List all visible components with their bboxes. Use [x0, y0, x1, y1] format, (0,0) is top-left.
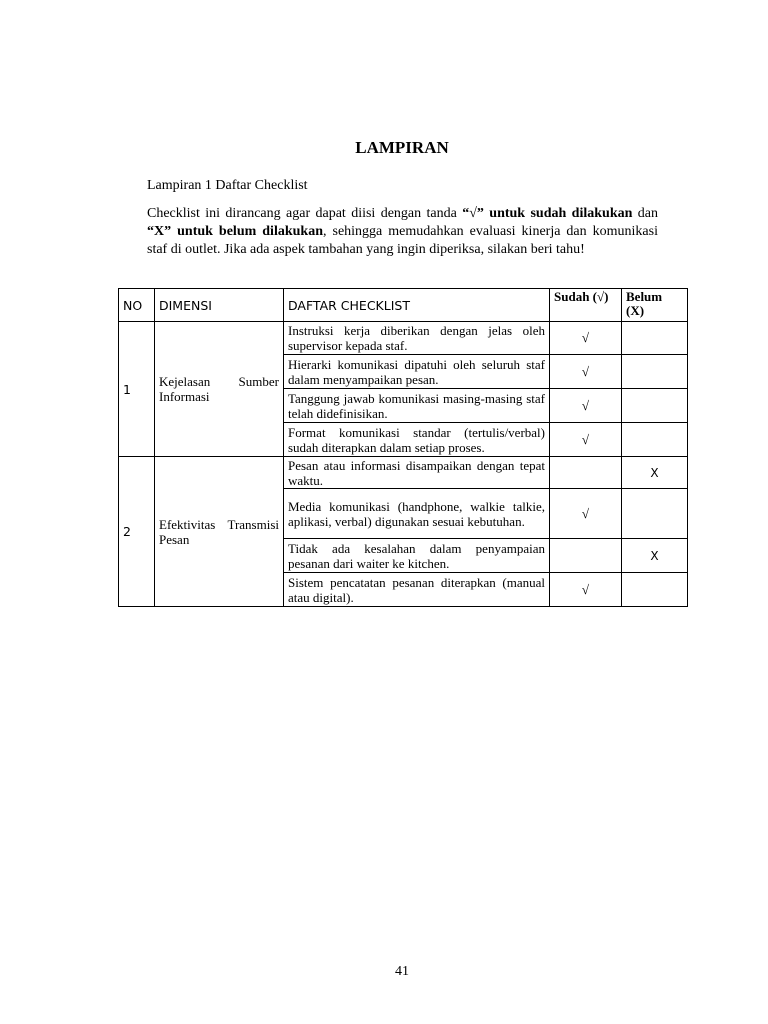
sudah-mark[interactable] [550, 539, 622, 573]
table-header-row [119, 289, 688, 322]
belum-mark[interactable] [622, 423, 688, 457]
sudah-mark[interactable]: √ [550, 389, 622, 423]
checklist-table [118, 288, 688, 607]
header-no: NO [119, 289, 155, 322]
checklist-item: Instruksi kerja diberikan dengan jelas oleh supervisor kepada staf. [284, 322, 550, 355]
checklist-item: Media komunikasi (handphone, walkie talkie, aplikasi, verbal) digunakan sesuai kebutuhan. [284, 489, 550, 539]
header-belum: Belum (X) [622, 289, 688, 322]
group-dimension: Efektivitas Transmisi Pesan [155, 457, 284, 607]
intro-text-2: dan [632, 206, 658, 221]
header-checklist: DAFTAR CHECKLIST [284, 289, 550, 322]
checklist-item: Format komunikasi standar (tertulis/verbal) sudah diterapkan dalam setiap proses. [284, 423, 550, 457]
intro-paragraph [147, 205, 658, 259]
belum-mark[interactable]: X [622, 457, 688, 489]
header-sudah: Sudah (√) [550, 289, 622, 322]
group-number: 1 [119, 322, 155, 457]
sudah-mark[interactable] [550, 457, 622, 489]
intro-bold-notdone: “X” untuk belum dilakukan [147, 224, 323, 239]
table-row [119, 457, 688, 489]
intro-text-3: , sehingga memudahkan evaluasi kinerja dan komunikasi staf di outlet. Jika ada aspek tambahan yang ingin diperiksa, silakan beri tahu! [147, 224, 658, 257]
header-dimensi: DIMENSI [155, 289, 284, 322]
table-row [119, 322, 688, 355]
belum-mark[interactable] [622, 389, 688, 423]
sudah-mark[interactable]: √ [550, 355, 622, 389]
checklist-item: Hierarki komunikasi dipatuhi oleh seluruh staf dalam menyampaikan pesan. [284, 355, 550, 389]
appendix-subtitle: Lampiran 1 Daftar Checklist [147, 178, 308, 193]
sudah-mark[interactable]: √ [550, 489, 622, 539]
intro-bold-done: “√” untuk sudah dilakukan [462, 206, 633, 221]
page-number: 41 [395, 964, 409, 979]
checklist-item: Sistem pencatatan pesanan diterapkan (manual atau digital). [284, 573, 550, 607]
belum-mark[interactable] [622, 573, 688, 607]
checklist-item: Pesan atau informasi disampaikan dengan tepat waktu. [284, 457, 550, 489]
page-title: LAMPIRAN [355, 138, 449, 157]
belum-mark[interactable] [622, 489, 688, 539]
group-number: 2 [119, 457, 155, 607]
intro-text-1: Checklist ini dirancang agar dapat diisi dengan tanda [147, 206, 463, 221]
belum-mark[interactable]: X [622, 539, 688, 573]
sudah-mark[interactable]: √ [550, 573, 622, 607]
sudah-mark[interactable]: √ [550, 423, 622, 457]
belum-mark[interactable] [622, 322, 688, 355]
sudah-mark[interactable]: √ [550, 322, 622, 355]
group-dimension: Kejelasan Sumber Informasi [155, 322, 284, 457]
checklist-item: Tidak ada kesalahan dalam penyampaian pesanan dari waiter ke kitchen. [284, 539, 550, 573]
belum-mark[interactable] [622, 355, 688, 389]
checklist-item: Tanggung jawab komunikasi masing-masing staf telah didefinisikan. [284, 389, 550, 423]
